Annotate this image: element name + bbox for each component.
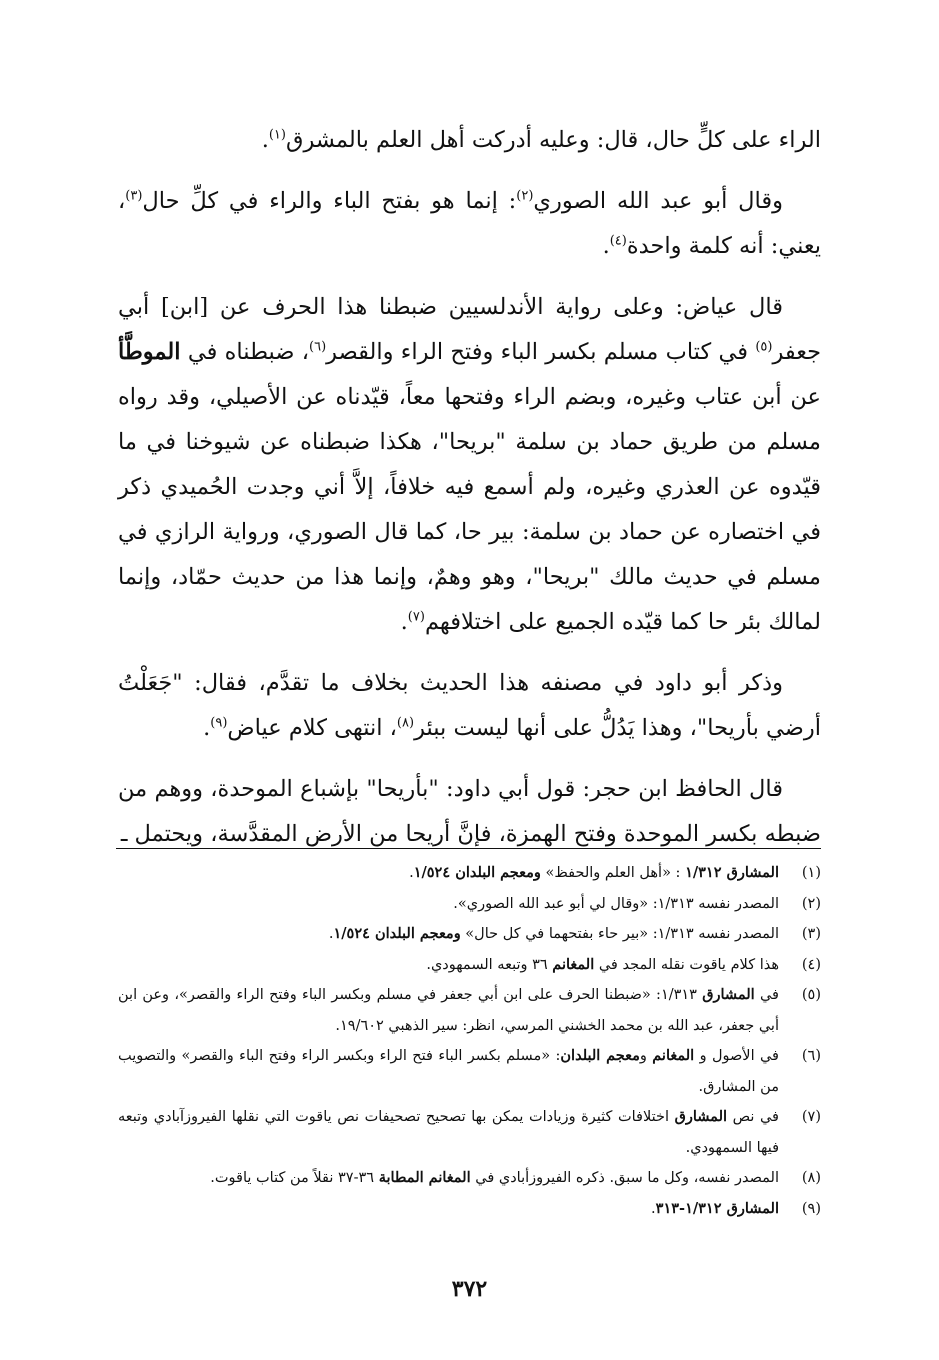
footnote-number: (٧): [801, 1109, 821, 1125]
text-run: المغانم: [552, 955, 595, 973]
text-run: في كتاب مسلم بكسر الباء وفتح الراء والقصر: [326, 339, 756, 365]
footnote-number: (٦): [801, 1048, 821, 1064]
text-run: ١/٣١٣: «ضبطنا الحرف على ابن أبي جعفر في مسلم وبكسر الباء وفتح الراء والقصر»، وعن ابن أبي جعفر، عبد الله بن محمد الخشني المرسي، انظر: سير الذهبي ١٩/٦٠٢.: [118, 987, 779, 1034]
footnote-number: (٥): [801, 987, 821, 1003]
footnote-ref: (١): [268, 127, 286, 143]
footnote-number: (٤): [801, 956, 821, 973]
footnote-text: [426, 957, 779, 973]
text-run: معجم البلدان: [560, 1047, 640, 1064]
footnote-ref: (٢): [516, 188, 534, 204]
text-run: .: [602, 233, 610, 259]
text-run: .: [400, 609, 408, 635]
footnote-text: [453, 896, 779, 912]
footnote: [118, 1102, 821, 1163]
text-run: : إنما هو بفتح الباء والراء في كلِّ حال: [142, 188, 517, 214]
text-run: اختلافات كثيرة وزيادات يمكن بها تصحيح تصحيفات نص ياقوت التي نقلها الفيروزآبادي وتبعه فيها السمهودي.: [118, 1109, 779, 1156]
footnote-text: [118, 1048, 779, 1095]
footnote: [118, 1163, 821, 1194]
text-run: قال الحافظ ابن حجر: قول أبي داود: "بأريحا" بإشباع الموحدة، ووهم من ضبطه بكسر الموحدة وفتح الهمزة، فإنَّ أريحا من الأرض المقدَّسة، ويحتمل ـ: [118, 776, 821, 847]
footnotes: [118, 858, 821, 1224]
text-run: الموطَّأ: [118, 339, 181, 365]
text-run: عن أبن عتاب وغيره، وبضم الراء وفتحها معاً، قيّدناه عن الأصيلي، وقد رواه مسلم من طريق حماد بن سلمة "بريحا"، هكذا ضبطناه عن شيوخنا في ما قيّدوه عن العذري وغيره، ولم أسمع فيه خلافاً، إلاَّ أني وجدت الحُميدي ذكر في اختصاره عن حماد بن سلمة: بير حا، كما قال الصوري، ورواية الرازي في مسلم في حديث مالك "بريحا"، وهو وهمٌ، وإنما هذا من حديث حمّاد، وإنما لمالك بئر حا كما قيّده الجميع على اختلافهم: [118, 384, 821, 635]
text-run: : «مسلم بكسر الباء فتح الراء وبكسر الراء وفتح الباء والقصر» والتصويب من المشارق.: [118, 1048, 779, 1095]
footnote-text: [118, 1109, 779, 1156]
text-run: المشارق: [702, 986, 755, 1003]
footnote-number: (٣): [801, 926, 821, 942]
footnote-ref: (٥): [755, 339, 773, 355]
text-run: .: [203, 715, 211, 741]
footnote-number: (١): [801, 865, 821, 881]
text-run: وذكر أبو داود في مصنفه هذا الحديث بخلاف ما تقدَّم، فقال: "جَعَلْتُ أرضي بأريحا"، وهذا يَدُلُّ على أنها ليست ببئر: [118, 670, 821, 741]
footnote-ref: (٧): [407, 609, 425, 625]
footnote-number: (٢): [801, 895, 821, 912]
text-run: هذا كلام ياقوت نقله المجد في: [594, 956, 779, 973]
text-run: : «أهل العلم والحفظ»: [540, 865, 686, 881]
footnote: [118, 950, 821, 981]
text-run: ومعجم البلدان ١/٥٢٤: [413, 864, 541, 881]
text-run: المغانم: [652, 1047, 695, 1064]
text-run: في نص: [727, 1109, 779, 1125]
footnote: [118, 1041, 821, 1102]
footnote-ref: (٦): [309, 339, 327, 355]
footnote-ref: (٣): [125, 188, 143, 204]
text-run: ، يعني: أنه كلمة واحدة: [118, 188, 821, 259]
text-run: .: [409, 865, 414, 881]
text-run: في الأصول و: [694, 1048, 779, 1064]
text-run: المشارق ١/٣١٢-٣١٣: [655, 1199, 779, 1217]
text-run: وقال أبو عبد الله الصوري: [533, 188, 783, 214]
footnote: [118, 1194, 821, 1225]
paragraph: [118, 179, 821, 269]
text-run: ، انتهى كلام عياض: [227, 715, 397, 741]
text-run: المغانم المطابة: [378, 1169, 471, 1186]
paragraph: [118, 767, 821, 857]
footnote-text: [329, 926, 779, 942]
text-run: المشارق ١/٣١٢: [685, 864, 779, 881]
text-run: قال عياض: وعلى رواية الأندلسيين ضبطنا هذا الحرف عن [ابن] أبي جعفر: [118, 294, 822, 365]
text-run: و: [639, 1048, 653, 1064]
text-run: .: [328, 926, 334, 942]
main-text: [118, 118, 821, 873]
footnote-ref: (٤): [609, 233, 627, 249]
footnote-number: (٨): [801, 1170, 821, 1186]
text-run: ٣٦ وتبعه السمهودي.: [426, 956, 553, 973]
footnote-text: [651, 1201, 779, 1217]
text-run: المشارق: [674, 1108, 728, 1125]
text-run: ، ضبطناه في: [180, 339, 310, 365]
paragraph: [118, 285, 821, 645]
footnote-text: [210, 1170, 779, 1186]
paragraph: [118, 661, 821, 751]
footnote: [118, 858, 821, 889]
text-run: المصدر نفسه ١/٣١٣: «وقال لي أبو عبد الله الصوري».: [453, 895, 779, 912]
text-run: ٣٦-٣٧ نقلاً من كتاب ياقوت.: [210, 1170, 379, 1186]
footnote-ref: (٩): [210, 715, 228, 731]
footnote: [118, 889, 821, 920]
footnote-number: (٩): [801, 1200, 821, 1217]
page-number: ٣٧٢: [451, 1276, 488, 1302]
footnote-text: [409, 865, 779, 881]
text-run: في: [754, 987, 779, 1003]
footnote: [118, 980, 821, 1041]
footnote-divider: [116, 848, 821, 849]
paragraph: [118, 118, 821, 163]
text-run: المصدر نفسه، وكل ما سبق. ذكره الفيروزأبادي في: [470, 1170, 779, 1186]
footnote-text: [118, 987, 779, 1034]
text-run: .: [261, 127, 269, 153]
footnote: [118, 919, 821, 950]
footnote-ref: (٨): [396, 715, 415, 731]
text-run: المصدر نفسه ١/٣١٣: «بير حاء بفتحهما في كل حال»: [460, 926, 779, 942]
text-run: .: [651, 1200, 656, 1217]
text-run: ومعجم البلدان ١/٥٢٤: [333, 925, 461, 942]
text-run: الراء على كلٍّ حال، قال: وعليه أدركت أهل العلم بالمشرق: [285, 127, 821, 153]
